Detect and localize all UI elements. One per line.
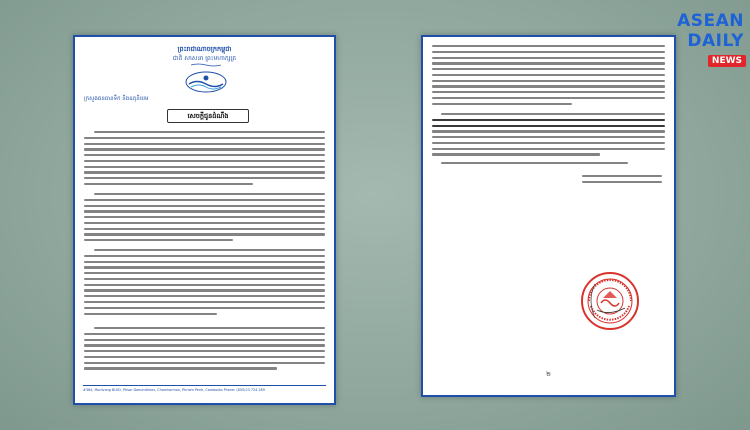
ministry-logo bbox=[183, 71, 229, 93]
motto-heading: ជាតិ សាសនា ព្រះមហាក្សត្រ bbox=[172, 55, 237, 62]
document-page-1 bbox=[73, 35, 336, 405]
footer-address: #364, Monivong BLVD, Phsar Doeumthkov, Chamkarmon, Phnom Penh, Cambodia Phone: (855)23 724 289 bbox=[83, 388, 265, 392]
document-page-2 bbox=[421, 35, 676, 397]
paragraph-4 bbox=[84, 327, 325, 373]
document-title: សេចក្តីជូនដំណឹង bbox=[167, 109, 249, 123]
paragraph-highlighted bbox=[432, 113, 665, 159]
kingdom-heading: ព្រះរាជាណាចក្រកម្ពុជា bbox=[177, 45, 232, 53]
news-badge: NEWS bbox=[708, 55, 746, 67]
paragraph-continued bbox=[432, 45, 665, 109]
page-number: ២ bbox=[546, 371, 551, 378]
brand-line-2: DAILY bbox=[687, 31, 744, 51]
flourish-ornament bbox=[191, 63, 221, 67]
paragraph-2 bbox=[84, 193, 325, 245]
official-seal bbox=[579, 270, 641, 332]
footer-divider bbox=[83, 385, 326, 386]
asean-daily-news-logo[interactable] bbox=[677, 7, 748, 73]
organization-name: ក្រសួងធនធានទឹក និងឧតុនិយម bbox=[84, 96, 149, 102]
paragraph-3 bbox=[84, 249, 325, 318]
date-location bbox=[582, 175, 662, 187]
paragraph-1 bbox=[84, 131, 325, 189]
brand-line-1: ASEAN bbox=[677, 11, 744, 31]
closing-sentence bbox=[432, 162, 665, 168]
